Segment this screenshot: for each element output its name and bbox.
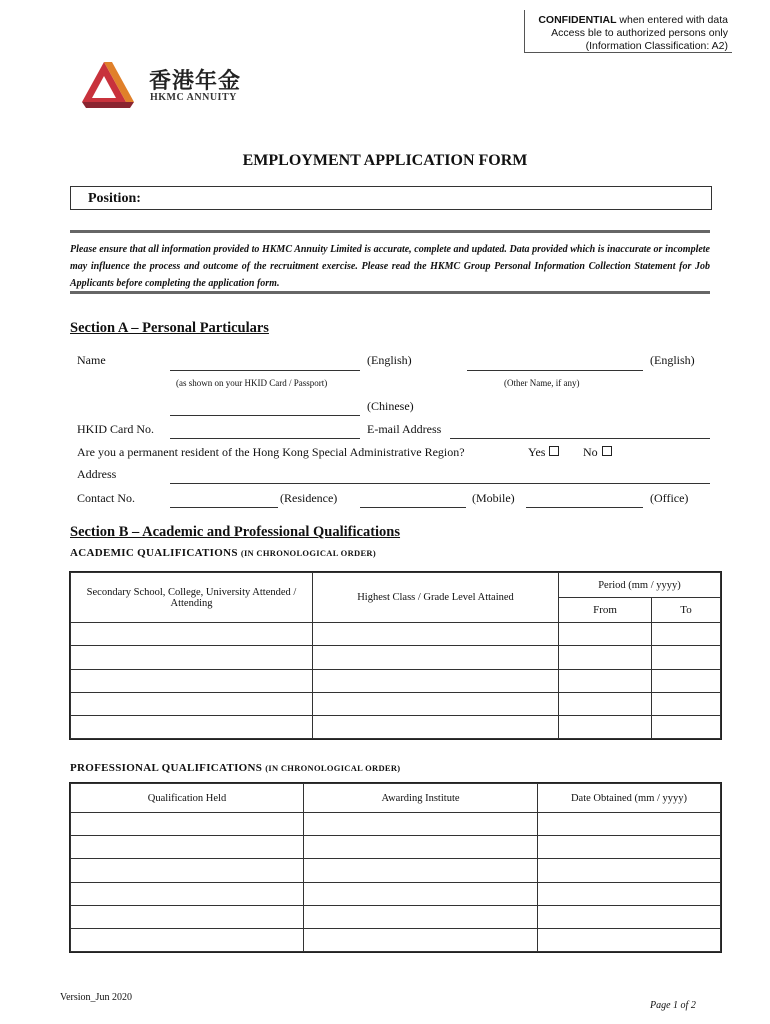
name-english-input[interactable] [170,370,360,371]
academic-heading-text: ACADEMIC QUALIFICATIONS [70,547,238,559]
professional-cell[interactable] [304,928,538,951]
page-number: Page 1 of 2 [650,1000,696,1011]
academic-cell[interactable] [559,623,652,646]
professional-cell[interactable] [538,836,721,859]
academic-table [70,572,721,739]
access-line: Access ble to authorized persons only [551,27,728,39]
col-grade-header: Highest Class / Grade Level Attained [313,573,559,623]
residence-phone-input[interactable] [170,507,278,508]
academic-cell[interactable] [559,669,652,692]
divider-top [70,230,710,233]
no-label: No [583,445,598,459]
mobile-phone-input[interactable] [360,507,466,508]
other-name-input[interactable] [467,370,643,371]
academic-cell[interactable] [313,646,559,669]
professional-cell[interactable] [71,905,304,928]
professional-cell[interactable] [304,813,538,836]
form-title: EMPLOYMENT APPLICATION FORM [242,152,528,169]
email-input[interactable] [450,438,710,439]
professional-cell[interactable] [304,882,538,905]
academic-heading [70,547,376,559]
yes-checkbox[interactable] [549,446,559,456]
col-from-header: From [559,598,652,623]
office-label: (Office) [650,491,689,505]
academic-cell[interactable] [71,692,313,715]
col-institute-header: Awarding Institute [304,784,538,813]
professional-cell[interactable] [304,905,538,928]
professional-cell[interactable] [538,859,721,882]
address-label: Address [77,467,117,481]
professional-cell[interactable] [71,928,304,951]
col-to-header: To [652,598,721,623]
hkmc-logo-icon [82,60,148,110]
academic-cell[interactable] [559,715,652,738]
position-label: Position: [88,191,141,206]
confidential-label: CONFIDENTIAL [538,14,617,26]
professional-cell[interactable] [71,813,304,836]
academic-cell[interactable] [313,715,559,738]
professional-cell[interactable] [71,836,304,859]
residence-label: (Residence) [280,491,338,505]
professional-cell[interactable] [538,905,721,928]
academic-cell[interactable] [71,715,313,738]
academic-cell[interactable] [652,669,721,692]
professional-cell[interactable] [71,882,304,905]
academic-cell[interactable] [559,646,652,669]
professional-table [70,783,721,952]
no-checkbox[interactable] [602,446,612,456]
hkid-input[interactable] [170,438,360,439]
office-phone-input[interactable] [526,507,643,508]
yes-label: Yes [528,445,546,459]
confidential-notice [524,10,732,53]
col-school-header: Secondary School, College, University Attended / Attending [71,573,313,623]
academic-cell[interactable] [71,623,313,646]
position-field[interactable] [70,186,712,210]
hkid-note: (as shown on your HKID Card / Passport) [176,378,328,388]
professional-heading [70,762,400,774]
address-input[interactable] [170,483,710,484]
contact-label: Contact No. [77,491,135,505]
no-option[interactable] [583,445,612,460]
section-a-heading: Section A – Personal Particulars [70,320,269,336]
yes-option[interactable] [528,445,559,460]
classification: (Information Classification: A2) [585,40,728,52]
mobile-label: (Mobile) [472,491,515,505]
professional-subheading: (IN CHRONOLOGICAL ORDER) [265,763,401,773]
col-qualification-header: Qualification Held [71,784,304,813]
confidential-rest: when entered with data [616,14,728,26]
academic-cell[interactable] [313,669,559,692]
email-label: E-mail Address [367,422,442,436]
academic-cell[interactable] [313,692,559,715]
academic-cell[interactable] [71,646,313,669]
name-label: Name [77,353,106,367]
other-name-note: (Other Name, if any) [504,378,580,388]
academic-cell[interactable] [71,669,313,692]
english-label-2: (English) [650,353,695,367]
divider-bottom [70,291,710,294]
professional-cell[interactable] [538,928,721,951]
professional-heading-text: PROFESSIONAL QUALIFICATIONS [70,762,263,774]
academic-cell[interactable] [559,692,652,715]
academic-cell[interactable] [313,623,559,646]
resident-question: Are you a permanent resident of the Hong Kong Special Administrative Region? [77,445,465,459]
academic-cell[interactable] [652,646,721,669]
professional-cell[interactable] [304,836,538,859]
col-date-header: Date Obtained (mm / yyyy) [538,784,721,813]
english-label-1: (English) [367,353,412,367]
academic-subheading: (IN CHRONOLOGICAL ORDER) [240,548,376,558]
academic-cell[interactable] [652,623,721,646]
notice-text: Please ensure that all information provided to HKMC Annuity Limited is accurate, complete and updated. Data provided which is inaccurate or incomplete may influence the process and outcome of the recruitment exercise. Please read the HKMC Group Personal Information Collection Statement for Job Applicants before completing the application form. [70,244,710,289]
chinese-label: (Chinese) [367,399,414,413]
version-label: Version_Jun 2020 [60,992,132,1003]
logo-english: HKMC ANNUITY [150,92,237,103]
academic-cell[interactable] [652,715,721,738]
professional-cell[interactable] [71,859,304,882]
col-period-header: Period (mm / yyyy) [559,573,721,598]
professional-cell[interactable] [304,859,538,882]
logo-chinese: 香港年金 [149,69,242,94]
professional-cell[interactable] [538,813,721,836]
hkid-label: HKID Card No. [77,422,154,436]
section-b-heading: Section B – Academic and Professional Qualifications [70,524,401,540]
academic-cell[interactable] [652,692,721,715]
name-chinese-input[interactable] [170,415,360,416]
professional-cell[interactable] [538,882,721,905]
